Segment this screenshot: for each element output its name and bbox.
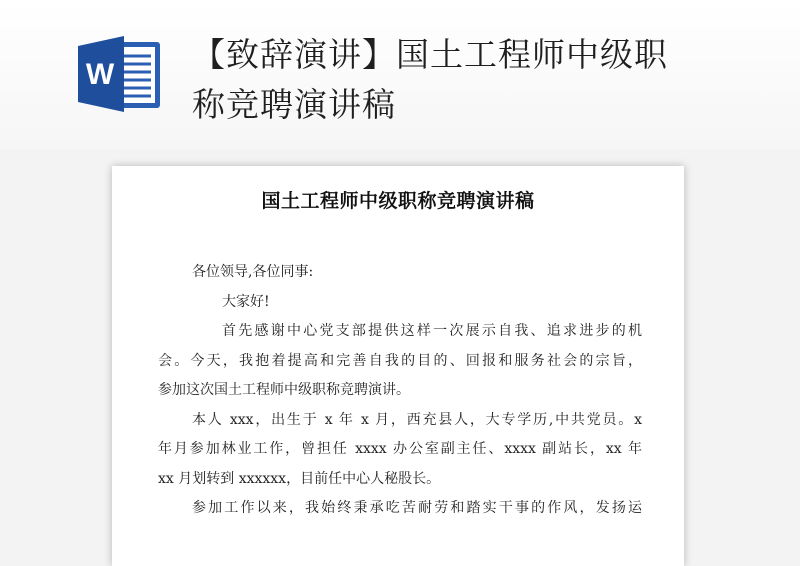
document-title: 国土工程师中级职称竞聘演讲稿: [261, 190, 535, 212]
word-icon: [76, 34, 164, 114]
title-line-1: 【致辞演讲】国土工程师中级职: [192, 35, 668, 74]
greeting-line: 大家好!: [222, 293, 270, 310]
word-icon-letter: W: [85, 58, 115, 91]
header: [0, 0, 800, 150]
paragraph-line: 年月参加林业工作，曾担任 xxxx 办公室副主任、xxxx 副站长，xx 年: [158, 441, 642, 457]
paragraph-line: 会。今天，我抱着提高和完善自我的目的、回报和服务社会的宗旨，: [158, 352, 642, 369]
title-line-2: 称竞聘演讲稿: [192, 85, 396, 124]
paragraph-line: 首先感谢中心党支部提供这样一次展示自我、追求进步的机: [222, 323, 642, 339]
salutation-line: 各位领导,各位同事:: [192, 264, 314, 280]
paragraph-line: xx 月划转到 xxxxxx，目前任中心人秘股长。: [158, 470, 441, 487]
paragraph-line: 参加这次国土工程师中级职称竞聘演讲。: [158, 382, 410, 398]
document-body: [158, 258, 642, 524]
page-title: [192, 30, 752, 130]
paragraph-line: 参加工作以来，我始终秉承吃苦耐劳和踏实干事的作风，发扬运: [192, 500, 642, 516]
document-page: [112, 166, 684, 566]
paragraph-line: 本人 xxx，出生于 x 年 x 月，西充县人，大专学历,中共党员。x: [192, 411, 642, 428]
